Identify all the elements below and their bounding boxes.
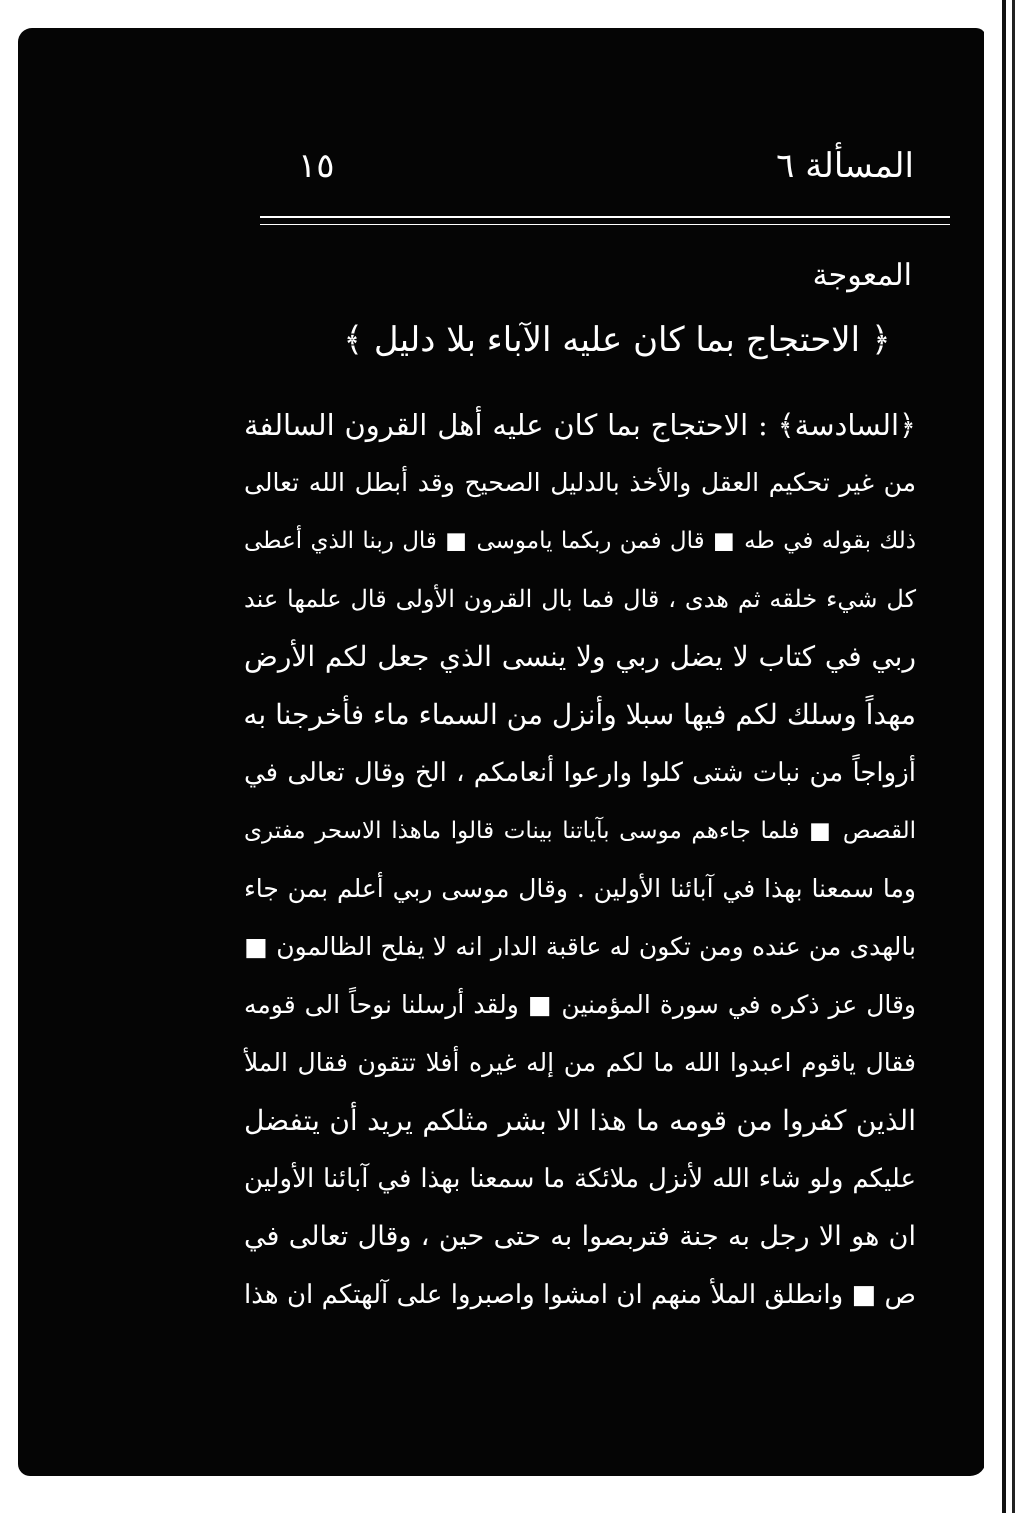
page-number: ١٥ [298,146,335,186]
page-content [240,28,966,1476]
text-line: القصص ■ فلما جاءهم موسى بآياتنا بينات قالوا ماهذا الاسحر مفترى [244,818,916,844]
text-line: ص ■ وانطلق الملأ منهم ان امشوا واصبروا على آلهتكم ان هذا [244,1280,916,1310]
text-line: ان هو الا رجل به جنة فتربصوا به حتى حين ، وقال تعالى في [244,1221,916,1252]
scan-edge [984,0,1024,1513]
text-line: عليكم ولو شاء الله لأنزل ملائكة ما سمعنا بهذا في آبائنا الأولين [244,1164,916,1194]
section-label: المعوجة [812,258,912,293]
header-rule [260,216,950,218]
text-line: مهداً وسلك لكم فيها سبلا وأنزل من السماء ماء فأخرجنا به [243,698,916,731]
body-text [244,396,916,1324]
text-line: ﴿السادسة﴾ : الاحتجاج بما كان عليه أهل القرون السالفة [244,408,916,442]
header-rule-thin [260,224,950,225]
text-line: بالهدى من عنده ومن تكون له عاقبة الدار انه لا يفلح الظالمون ■ [244,932,916,961]
text-line: أزواجاً من نبات شتى كلوا وارعوا أنعامكم ، الخ وقال تعالى في [244,758,916,788]
text-line: من غير تحكيم العقل والأخذ بالدليل الصحيح وقد أبطل الله تعالى [244,468,916,497]
text-line: الذين كفروا من قومه ما هذا الا بشر مثلكم يريد أن يتفضل [244,1104,916,1137]
text-line: وقال عز ذكره في سورة المؤمنين ■ ولقد أرسلنا نوحاً الى قومه [244,990,916,1019]
book-page-scan [18,28,986,1476]
text-line: كل شيء خلقه ثم هدى ، قال فما بال القرون الأولى قال علمها عند [244,585,916,613]
text-line: فقال ياقوم اعبدوا الله ما لكم من إله غيره أفلا تتقون فقال الملأ [244,1048,916,1077]
chapter-title: ﴿ الاحتجاج بما كان عليه الآباء بلا دليل ﴾ [343,320,891,360]
text-line: ربي في كتاب لا يضل ربي ولا ينسى الذي جعل لكم الأرض [244,640,916,673]
text-line: وما سمعنا بهذا في آبائنا الأولين . وقال موسى ربي أعلم بمن جاء [244,874,916,903]
running-header-title: المسألة ٦ [776,146,914,186]
text-line: ذلك بقوله في طه ■ قال فمن ربكما ياموسى ■ قال ربنا الذي أعطى [244,528,916,554]
